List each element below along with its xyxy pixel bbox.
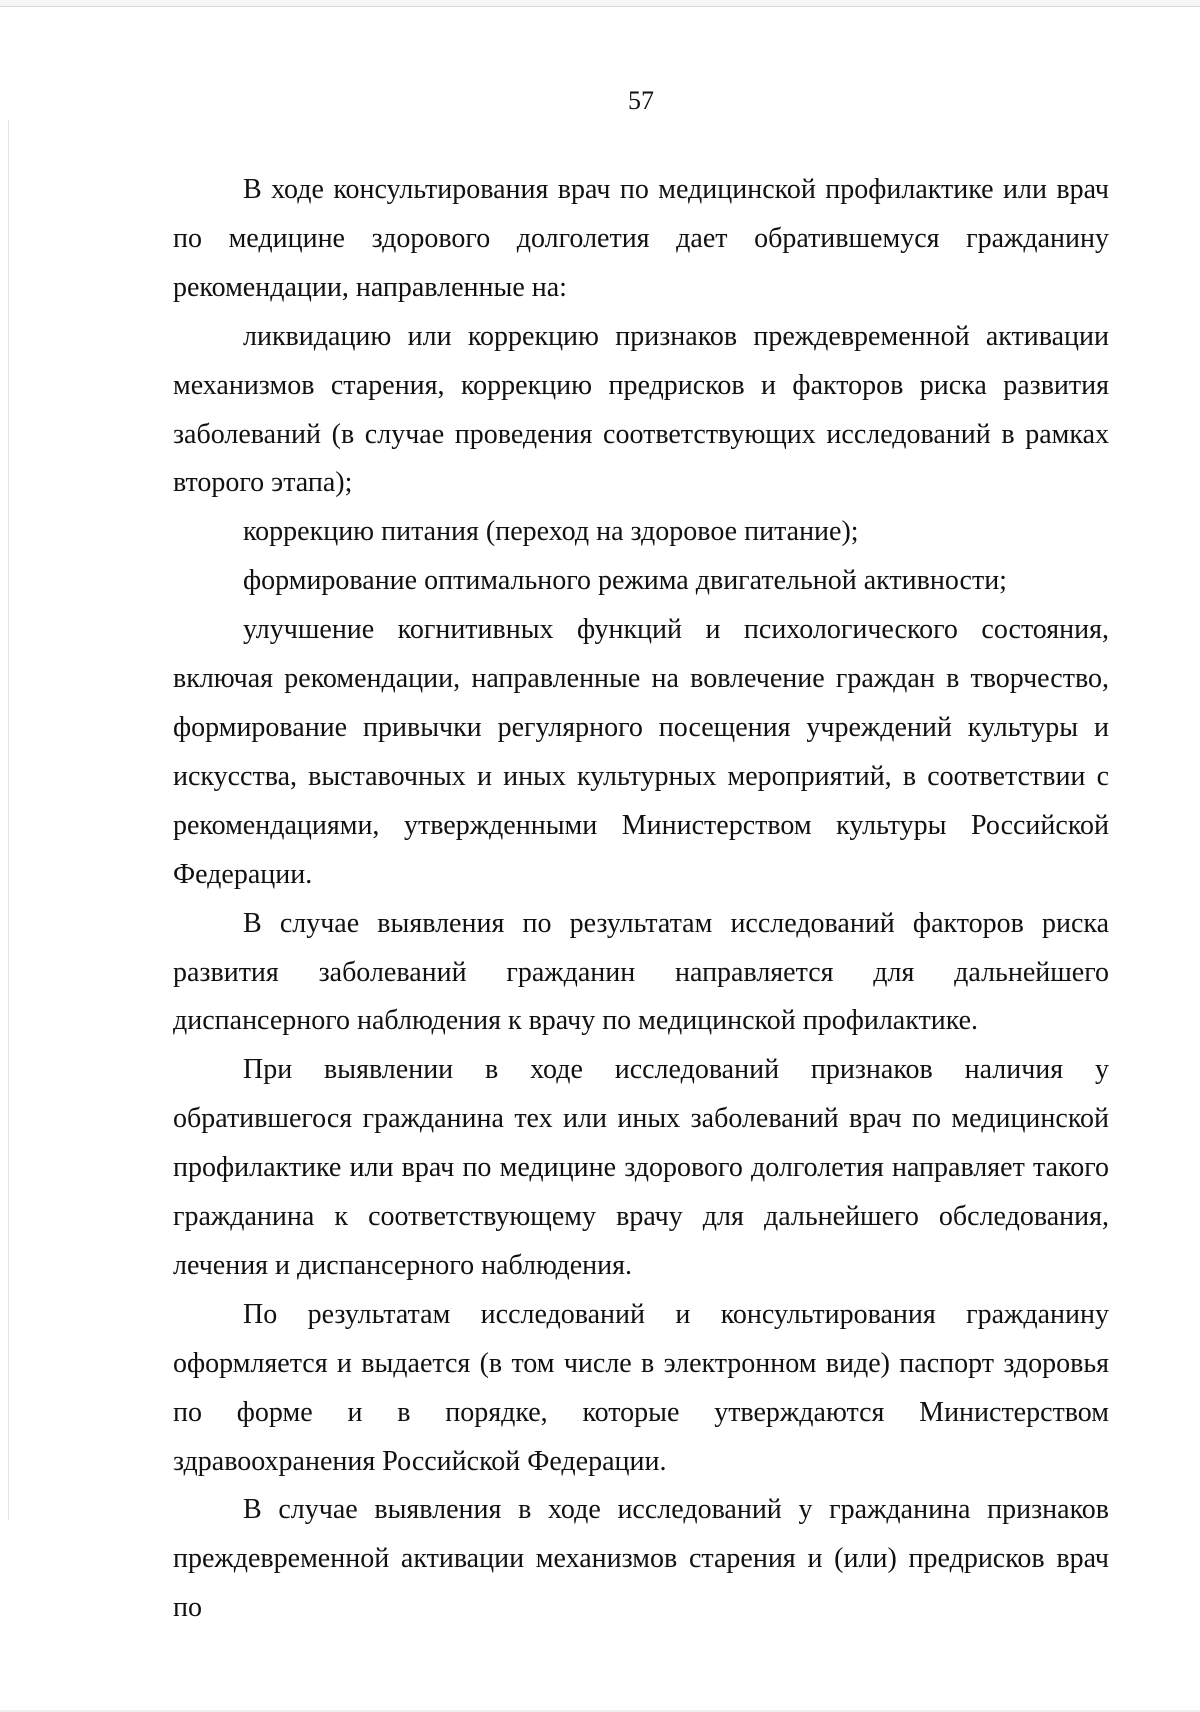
paragraph-physical-activity: формирование оптимального режима двигательной активности;: [243, 565, 1007, 597]
paragraph-disease-referral: При выявлении в ходе исследований признаков наличия у обратившегося гражданина тех или иных заболеваний врач по медицинской профилактике или врач по медицине здорового долголетия направляет такого гражданина к соответствующему врачу для дальнейшего обследования, лечения и диспансерного наблюдения.: [173, 1054, 1109, 1281]
paragraph-risk-factors: В случае выявления по результатам исследований факторов риска развития заболеваний гражданин направляется для дальнейшего диспансерного наблюдения к врачу по медицинской профилактике.: [173, 907, 1109, 1037]
scan-left-edge: [8, 120, 9, 1520]
paragraph-premature-aging: В случае выявления в ходе исследований у гражданина признаков преждевременной активации механизмов старения и (или) предрисков врач по: [173, 1494, 1109, 1624]
paragraph-health-passport: По результатам исследований и консультирования гражданину оформляется и выдается (в том числе в электронном виде) паспорт здоровья по форме и в порядке, которые утверждаются Министерством здравоохранения Российской Федерации.: [173, 1298, 1109, 1477]
paragraph-consultation-intro: В ходе консультирования врач по медицинской профилактике или врач по медицине здорового долголетия дает обратившемуся гражданину рекомендации, направленные на:: [173, 174, 1109, 303]
scan-top-edge: [0, 0, 1200, 7]
page-number: 57: [628, 86, 654, 115]
paragraph-aging-correction: ликвидацию или коррекцию признаков преждевременной активации механизмов старения, коррекцию предрисков и факторов риска развития заболеваний (в случае проведения соответствующих исследований в рамках второго этапа);: [173, 320, 1109, 499]
paragraph-cognitive: улучшение когнитивных функций и психологического состояния, включая рекомендации, направленные на вовлечение граждан в творчество, формирование привычки регулярного посещения учреждений культуры и искусства, выставочных и иных культурных мероприятий, в соответствии с рекомендациями, утвержденными Министерством культуры Российской Федерации.: [173, 614, 1109, 890]
document-body: [173, 166, 1109, 1633]
paragraph-nutrition: коррекцию питания (переход на здоровое питание);: [243, 516, 859, 548]
